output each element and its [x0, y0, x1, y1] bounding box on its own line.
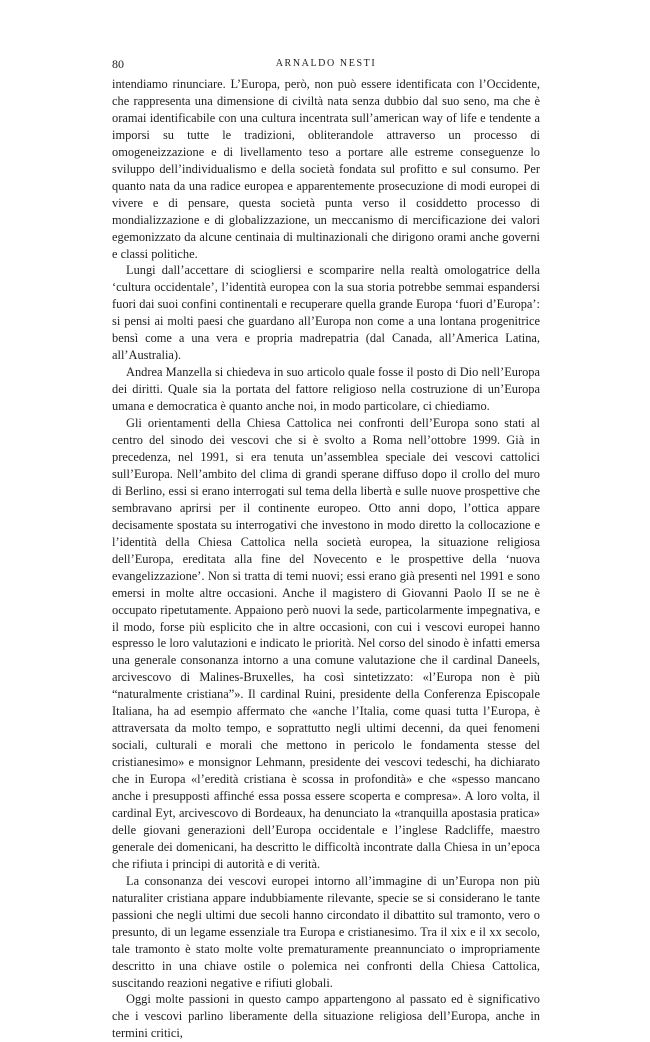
body-text	[112, 76, 540, 1042]
running-head: ARNALDO NESTI	[275, 58, 377, 69]
paragraph-5: La consonanza dei vescovi europei intorno all’immagine di un’Europa non più naturaliter cristiana appare indubbiamente rilevante, specie se si considerano le tante passioni che negli ultimi due secoli hanno circondato il dibattito sul tramonto, vero o presunto, di un legame essenziale tra Europa e cristianesimo. Tra il xix e il xx secolo, tale tramonto è stato molte volte prematuramente preannunciato o impropriamente descritto in una chiave ostile o polemica nei confronti della Chiesa Cattolica, suscitando reazioni negative e rifiuti globali.	[112, 873, 540, 990]
paragraph-6: Oggi molte passioni in questo campo appartengono al passato ed è significativo che i vescovi parlino liberamente della situazione religiosa dell’Europa, anche in termini critici,	[112, 992, 540, 1041]
paragraph-3: Andrea Manzella si chiedeva in suo articolo quale fosse il posto di Dio nell’Europa dei diritti. Quale sia la portata del fattore religioso nella costruzione di un’Europa umana e democratica è quanto anche noi, in modo particolare, ci chiediamo.	[112, 365, 540, 414]
paragraph-1: intendiamo rinunciare. L’Europa, però, non può essere identificata con l’Occidente, che rappresenta una dimensione di civiltà nata senza dubbio dal suo seno, ma che è oramai identificabile con una cultura incentrata sull’american way of life e tendente a imporsi su tutte le tradizioni, obliterandole attraverso un processo di omogeneizzazione e di livellamento teso a portare alle estreme conseguenze lo sviluppo dell’individualismo e della società fondata sul profitto e sul consumo. Per quanto nata da una radice europea e apparentemente prosecuzione di modi europei di vivere e di pensare, questa società punta verso il cosiddetto processo di mondializzazione e di globalizzazione, un meccanismo di mercificazione dei valori egemonizzato da alcune centinaia di multinazionali che dirigono orami anche governi e classi politiche.	[112, 77, 540, 261]
paragraph-4: Gli orientamenti della Chiesa Cattolica nei confronti dell’Europa sono stati al centro del sinodo dei vescovi che si è svolto a Roma nell’ottobre 1999. Già in precedenza, nel 1991, si era tenuta un’assemblea speciale dei vescovi cattolici sull’Europa. Nell’ambito del clima di grandi sperane diffuso dopo il crollo del muro di Berlino, essi si erano interrogati sul tema della libertà e sulle nuove prospettive che sembravano aprirsi per il continente europeo. Otto anni dopo, l’ottica appare decisamente spostata su interrogativi che investono in modo diretto la collocazione e l’identità della Chiesa Cattolica nella società europea, la situazione religiosa dell’Europa, ereditata alla fine del Novecento e le prospettive della ‘nuova evangelizzazione’. Non si tratta di temi nuovi; essi erano già presenti nel 1991 e sono emersi in molte altre occasioni. Anche il magistero di Giovanni Paolo II se ne è occupato ripetutamente. Appaiono però nuovi la sede, particolarmente impegnativa, e il modo, forse più esplicito che in altre occasioni, con cui i vescovi europei hanno espresso le loro valutazioni e indicato le priorità. Nel corso del sinodo è infatti emersa una generale consonanza intorno a una comune valutazione che il cardinal Daneels, arcivescovo di Malines-Bruxelles, ha così sintetizzato: «l’Europa non è più “naturalmente cristiana”». Il cardinal Ruini, presidente della Conferenza Episcopale Italiana, ha ad esempio affermato che «anche l’Italia, come quasi tutta l’Europa, è attraversata da molto tempo, e soprattutto negli ultimi decenni, da quei fenomeni sociali, culturali e morali che mettono in pericolo le fondamenta stesse del cristianesimo» e monsignor Lehmann, presidente dei vescovi tedeschi, ha dichiarato che in Europa «l’eredità cristiana è scossa in profondità» e che «spesso mancano anche i presupposti affinché essa possa essere scoperta e compresa». A loro volta, il cardinal Eyt, arcivescovo di Bordeaux, ha denunciato la «tranquilla apostasia pratica» delle giovani generazioni dell’Europa occidentale e l’inglese Radcliffe, maestro generale dei domenicani, ha descritto le difficoltà incontrate dalla Chiesa in un’epoca che rifiuta i principi di autorità e di verità.	[112, 416, 540, 871]
paragraph-2: Lungi dall’accettare di sciogliersi e scomparire nella realtà omologatrice della ‘cultura occidentale’, l’identità europea con la sua storia potrebbe semmai espandersi fuori dai suoi confini continentali e recuperare quella grande Europa ‘fuori d’Europa’: si pensi ai molti paesi che guardano all’Europa non come a una lontana progenitrice bensì come a una vera e propria madrepatria (dal Canada, all’America Latina, all’Australia).	[112, 263, 540, 363]
page-number: 80	[112, 57, 124, 71]
page-header	[112, 56, 540, 72]
